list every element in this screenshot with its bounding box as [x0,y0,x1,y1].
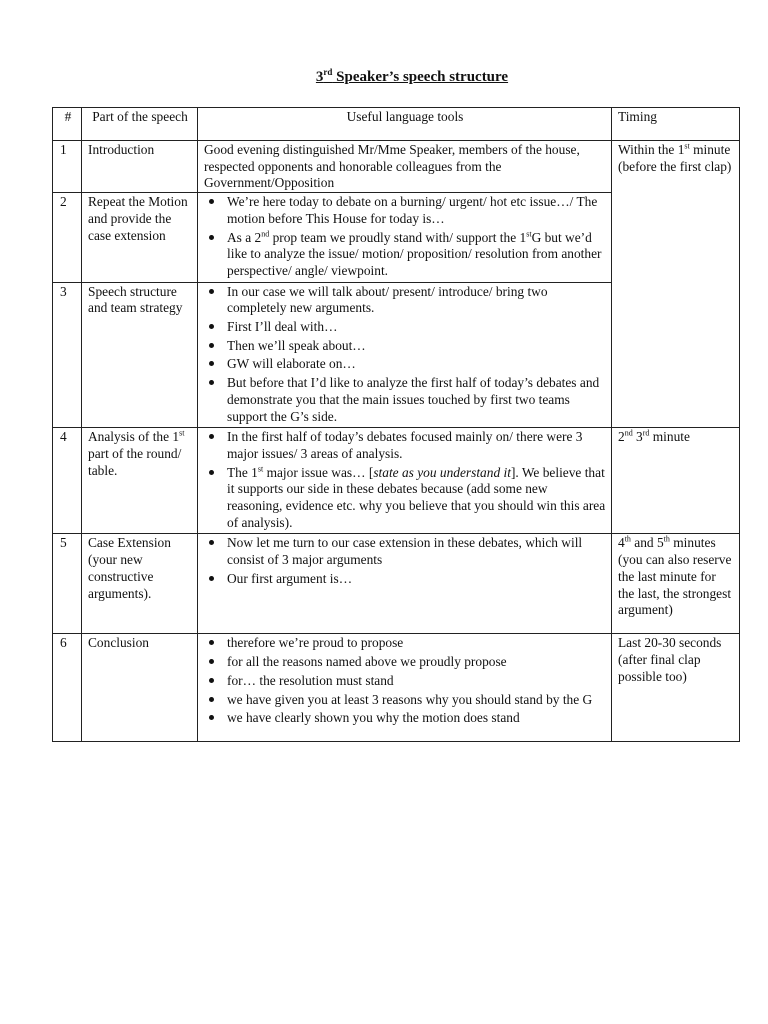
row-part: Case Extension (your new constructive arguments). [82,534,198,634]
table-row [53,282,740,428]
list-item: But before that I’d like to analyze the first half of today’s debates and demonstrate you that the main issues touched by first two teams support the G’s side. [204,375,606,425]
table-row [53,141,740,193]
row-number: 6 [53,634,82,742]
title-superscript: rd [323,67,333,77]
list-item: As a 2nd prop team we proudly stand with/ support the 1stG but we’d like to analyze the issue/ motion/ proposition/ resolution from another perspective/ angle/ viewpoint. [204,230,606,280]
row-timing: Within the 1st minute (before the first clap) [612,141,740,193]
table-row [53,534,740,634]
title-text-rest: Speaker’s speech structure [332,69,509,85]
row-part: Repeat the Motion and provide the case extension [82,193,198,283]
speech-structure-table [52,107,740,742]
header-timing: Timing [612,108,740,141]
row-part: Speech structure and team strategy [82,282,198,428]
list-item: GW will elaborate on… [204,356,606,373]
header-tools: Useful language tools [198,108,612,141]
row-part: Conclusion [82,634,198,742]
table-row [53,193,740,283]
list-item: therefore we’re proud to propose [204,635,606,652]
list-item: Our first argument is… [204,571,606,588]
row-tools: Good evening distinguished Mr/Mme Speaker, members of the house, respected opponents and honorable colleagues from the Government/Opposition [198,141,612,193]
list-item: we have clearly shown you why the motion does stand [204,710,606,727]
list-item: for all the reasons named above we proudly propose [204,654,606,671]
page-title [0,69,768,86]
row-tools [198,428,612,534]
table-row [53,428,740,534]
row-tools [198,193,612,283]
table-header-row [53,108,740,141]
row-number: 2 [53,193,82,283]
row-part: Analysis of the 1st part of the round/ table. [82,428,198,534]
row-tools [198,534,612,634]
row-tools [198,634,612,742]
list-item: We’re here today to debate on a burning/ urgent/ hot etc issue…/ The motion before This House for today is… [204,194,606,227]
tools-list [204,535,606,587]
list-item: Now let me turn to our case extension in these debates, which will consist of 3 major arguments [204,535,606,568]
header-part: Part of the speech [82,108,198,141]
list-item: The 1st major issue was… [state as you understand it]. We believe that it supports our side in these debates because (add some new reasoning, evidence etc. why you believe that you should win this area of analysis). [204,465,606,532]
title-text: 3 [315,69,324,85]
tools-list [204,429,606,531]
list-item: for… the resolution must stand [204,673,606,690]
row-number: 3 [53,282,82,428]
row-part: Introduction [82,141,198,193]
row-number: 5 [53,534,82,634]
list-item: First I’ll deal with… [204,319,606,336]
header-number: # [53,108,82,141]
row-timing: 4th and 5th minutes (you can also reserve the last minute for the last, the strongest argument) [612,534,740,634]
row-timing-empty [612,193,740,283]
list-item: we have given you at least 3 reasons why you should stand by the G [204,692,606,709]
list-item: Then we’ll speak about… [204,338,606,355]
row-number: 4 [53,428,82,534]
list-item: In our case we will talk about/ present/ introduce/ bring two completely new arguments. [204,284,606,317]
row-timing: Last 20-30 seconds (after final clap possible too) [612,634,740,742]
row-tools [198,282,612,428]
tools-list [204,284,606,426]
row-timing: 2nd 3rd minute [612,428,740,534]
tools-list [204,194,606,280]
table-row [53,634,740,742]
tools-list [204,635,606,727]
list-item: In the first half of today’s debates focused mainly on/ there were 3 major issues/ 3 areas of analysis. [204,429,606,462]
row-timing-empty [612,282,740,428]
row-number: 1 [53,141,82,193]
